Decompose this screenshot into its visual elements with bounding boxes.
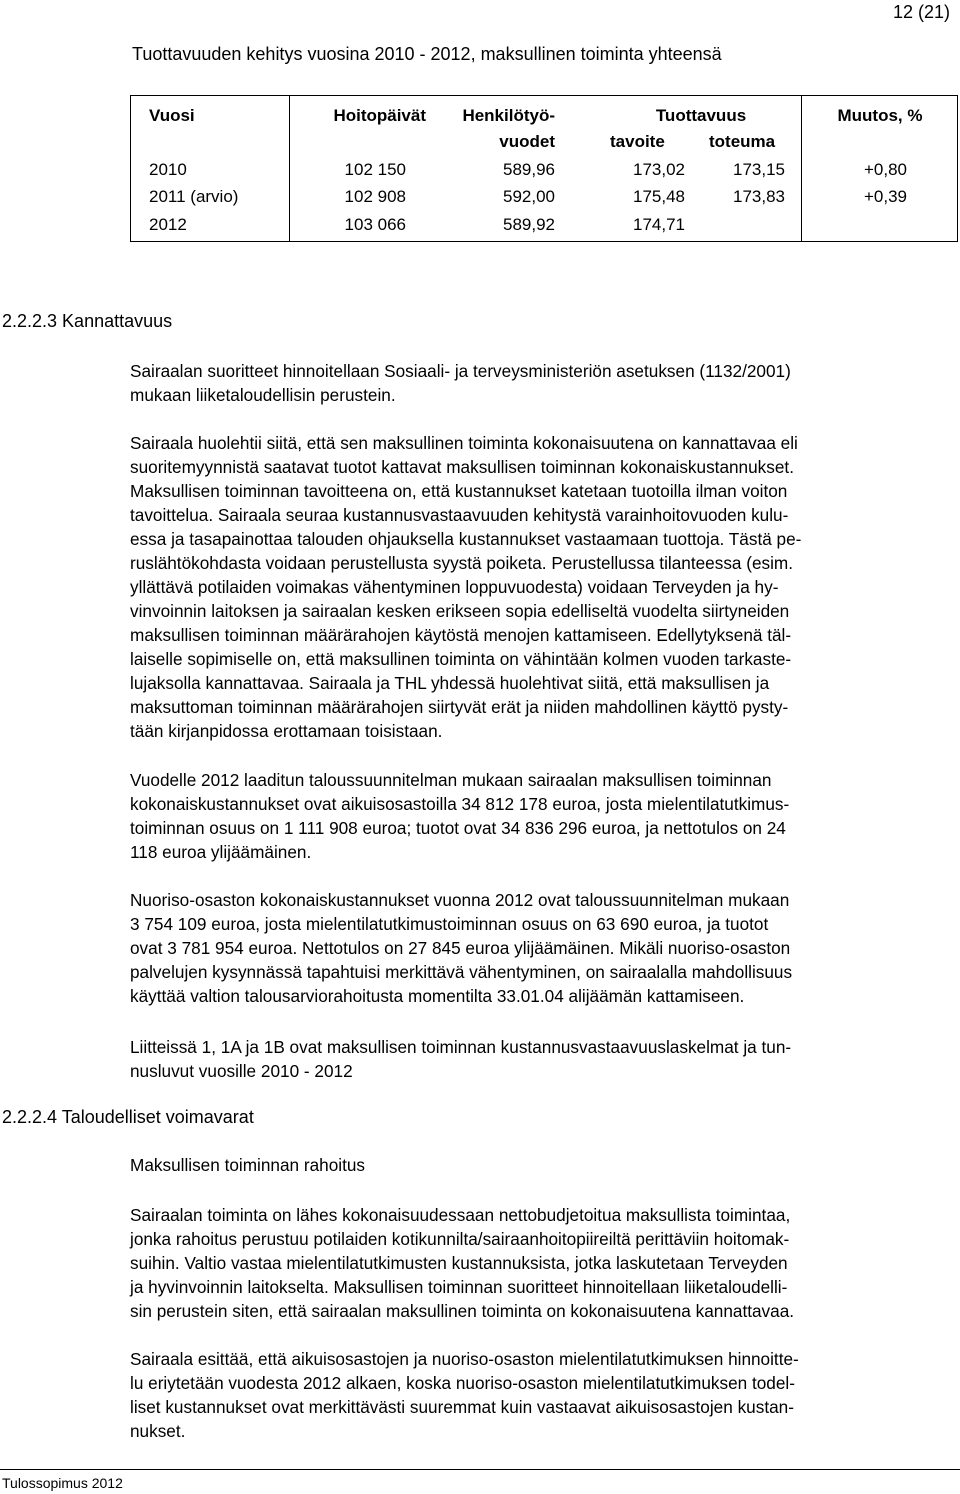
text-line: ruslähtökohdasta voidaan perustellusta syystä poiketa. Perustellussa tilanteessa (esim. [130, 553, 794, 573]
cell-vuosi: 2011 (arvio) [149, 187, 239, 206]
text-line: 3 754 109 euroa, josta mielentilatutkimustoiminnan osuus on 63 690 euroa, ja tuotot [130, 914, 769, 934]
cell-hoitopaivat: 102 150 [344, 160, 406, 179]
text-line: toiminnan osuus on 1 111 908 euroa; tuotot ovat 34 836 296 euroa, ja nettotulos on 24 [130, 818, 786, 838]
text-line: Liitteissä 1, 1A ja 1B ovat maksullisen toiminnan kustannusvastaavuuslaskelmat ja tun- [130, 1037, 792, 1057]
paragraph [130, 888, 950, 1008]
paragraph [130, 431, 950, 743]
cell-tavoite: 173,02 [633, 160, 685, 179]
text-line: Sairaalan toiminta on lähes kokonaisuudessaan nettobudjetoitua maksullista toimintaa, [130, 1205, 791, 1225]
cell-henkilotyovuodet: 592,00 [503, 187, 555, 206]
text-line: Vuodelle 2012 laaditun taloussuunnitelman mukaan sairaalan maksullisen toiminnan [130, 770, 772, 790]
cell-hoitopaivat: 103 066 [344, 215, 406, 234]
text-line: maksullisen toiminnan määrärahojen käytöstä menojen kattamiseen. Edellytyksenä täl- [130, 625, 792, 645]
paragraph [130, 1035, 950, 1083]
paragraph [130, 1347, 950, 1443]
text-line: palvelujen kysynnässä tapahtuisi merkittävä vähentyminen, on sairaalalla mahdollisuus [130, 962, 793, 982]
cell-tavoite: 174,71 [633, 215, 685, 234]
cell-henkilotyovuodet: 589,92 [503, 215, 555, 234]
header-tavoite: tavoite [610, 132, 665, 151]
text-line: Nuoriso-osaston kokonaiskustannukset vuonna 2012 ovat taloussuunnitelman mukaan [130, 890, 790, 910]
cell-vuosi: 2010 [149, 160, 187, 179]
text-line: laiselle sopimiselle on, että maksullinen toiminta on vähintään kolmen vuoden tarkaste- [130, 649, 792, 669]
text-line: nukset. [130, 1421, 186, 1441]
cell-henkilotyovuodet: 589,96 [503, 160, 555, 179]
header-vuosi: Vuosi [149, 106, 195, 125]
cell-toteuma: 173,83 [733, 187, 785, 206]
cell-vuosi: 2012 [149, 215, 187, 234]
footer-divider [0, 1469, 960, 1470]
paragraph [130, 768, 950, 864]
text-line: lu eriytetään vuodesta 2012 alkaen, koska nuoriso-osaston mielentilatutkimuksen todel- [130, 1373, 795, 1393]
text-line: suihin. Valtio vastaa mielentilatutkimusten kustannuksista, jotka laskutetaan Terveyden [130, 1253, 788, 1273]
text-line: suoritemyynnistä saatavat tuotot kattavat maksullisen toiminnan kokonaiskustannukset. [130, 457, 794, 477]
header-henkilotyovuodet: Henkilötyö- [462, 106, 555, 125]
text-line: ja hyvinvoinnin laitokselta. Maksullisen toiminnan suoritteet hinnoitellaan liiketaloudelli- [130, 1277, 788, 1297]
section-heading-kannattavuus: 2.2.2.3 Kannattavuus [2, 311, 173, 331]
header-muutos: Muutos, % [837, 106, 923, 125]
text-line: maksuttoman toiminnan määrärahojen siirtyvät erät ja niiden mahdollinen käyttö pysty- [130, 697, 789, 717]
text-line: käyttää valtion talousarviorahoitusta momentilta 33.01.04 alijäämän kattamiseen. [130, 986, 745, 1006]
text-line: kokonaiskustannukset ovat aikuisosastoilla 34 812 178 euroa, josta mielentilatutkimus- [130, 794, 790, 814]
text-line: yllättävä potilaiden voimakas vähentyminen loppuvuodesta) voidaan Terveyden ja hy- [130, 577, 779, 597]
header-toteuma: toteuma [709, 132, 776, 151]
paragraph [130, 1203, 950, 1323]
text-line: ovat 3 781 954 euroa. Nettotulos on 27 845 euroa ylijäämäinen. Mikäli nuoriso-osaston [130, 938, 791, 958]
subheading-rahoitus: Maksullisen toiminnan rahoitus [130, 1155, 366, 1175]
table-title: Tuottavuuden kehitys vuosina 2010 - 2012, maksullinen toiminta yhteensä [132, 44, 722, 64]
text-line: mukaan liiketaloudellisin perustein. [130, 385, 396, 405]
paragraph [130, 359, 950, 407]
text-line: vinvoinnin laitoksen ja sairaalan kesken erikseen sopia edelliseltä vuodelta siirtyneiden [130, 601, 790, 621]
text-line: tavoittelua. Sairaala seuraa kustannusvastaavuuden kehitystä varainhoitovuoden kulu- [130, 505, 789, 525]
section-heading-voimavarat: 2.2.2.4 Taloudelliset voimavarat [2, 1107, 254, 1127]
text-line: jonka rahoitus perustuu potilaiden kotikunnilta/sairaanhoitopiireiltä perittäviin hoitomak- [130, 1229, 790, 1249]
cell-toteuma: 173,15 [733, 160, 785, 179]
cell-muutos: +0,39 [863, 187, 907, 206]
page-number: 12 (21) [892, 2, 950, 22]
text-line: lujaksolla kannattavaa. Sairaala ja THL yhdessä huolehtivat siitä, että maksullisen ja [130, 673, 770, 693]
cell-tavoite: 175,48 [633, 187, 685, 206]
text-line: tään kirjanpidossa erottamaan toisistaan. [130, 721, 443, 741]
text-line: Sairaala huolehtii siitä, että sen maksullinen toiminta kokonaisuutena on kannattavaa eli [130, 433, 798, 453]
text-line: liset kustannukset ovat merkittävästi suuremmat kuin vastaavat aikuisosastojen kustan- [130, 1397, 794, 1417]
text-line: sin perustein siten, että sairaalan maksullinen toiminta on kokonaisuutena kannattavaa. [130, 1301, 795, 1321]
footer-text: Tulossopimus 2012 [2, 1475, 123, 1491]
text-line: Maksullisen toiminnan tavoitteena on, että kustannukset katetaan tuotoilla ilman voiton [130, 481, 788, 501]
text-line: 118 euroa ylijäämäinen. [130, 842, 312, 862]
text-line: nusluvut vuosille 2010 - 2012 [130, 1061, 353, 1081]
text-line: Sairaalan suoritteet hinnoitellaan Sosiaali- ja terveysministeriön asetuksen (1132/2001) [130, 361, 791, 381]
header-tuottavuus: Tuottavuus [655, 106, 747, 125]
text-line: Sairaala esittää, että aikuisosastojen ja nuoriso-osaston mielentilatutkimuksen hinnoitte- [130, 1349, 799, 1369]
header-hoitopaivat: Hoitopäivät [333, 106, 426, 125]
text-line: essa ja tasapainottaa talouden ohjauksella kustannukset vastaamaan tuottoja. Tästä pe- [130, 529, 802, 549]
table-divider [289, 96, 290, 241]
cell-muutos: +0,80 [863, 160, 907, 179]
cell-hoitopaivat: 102 908 [344, 187, 406, 206]
header-henkilotyovuodet-line2: vuodet [499, 132, 555, 151]
productivity-table [130, 95, 958, 242]
